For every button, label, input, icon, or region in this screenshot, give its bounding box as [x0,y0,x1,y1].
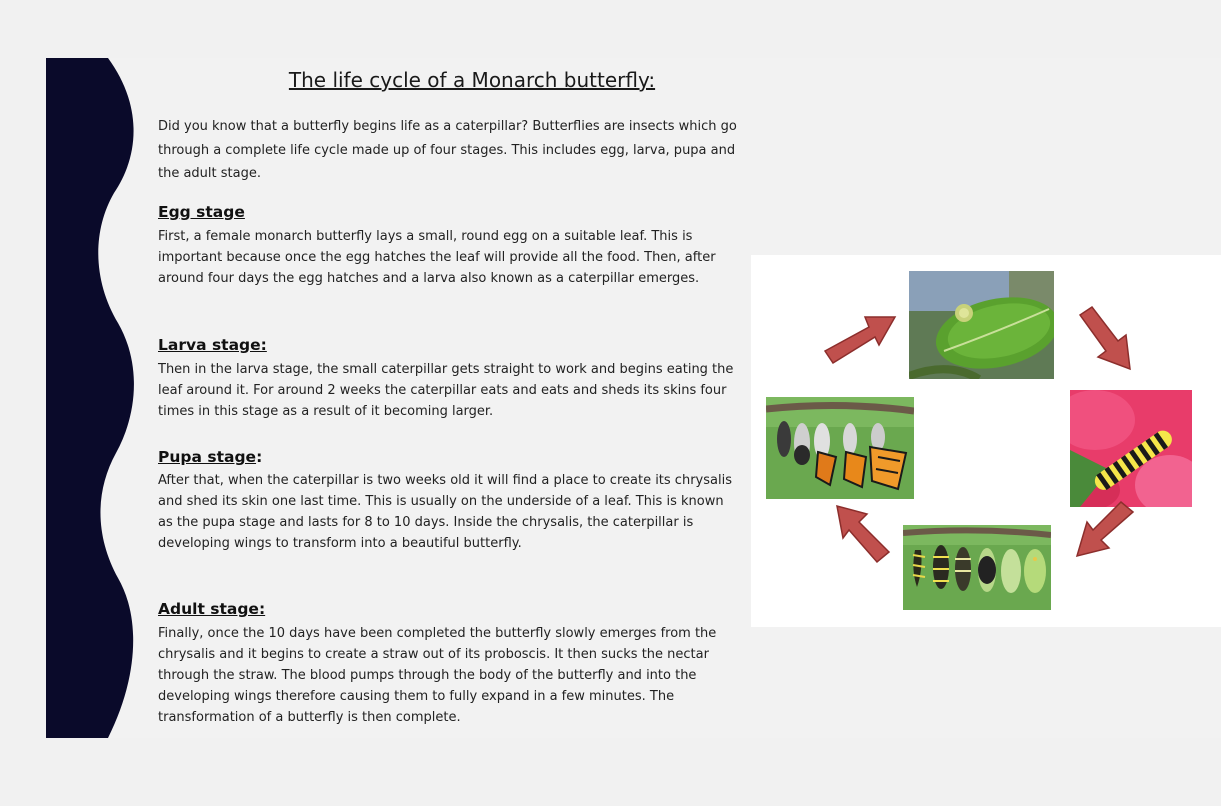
arrow-icon [833,500,895,564]
arrow-icon [823,307,901,365]
chrysalis-row-photo [903,525,1051,610]
pupa-stage-heading: Pupa stage: [158,448,263,466]
larva-stage-heading: Larva stage: [158,336,267,354]
butterflies-emerging-photo [766,397,914,499]
adult-stage-text: Finally, once the 10 days have been completed the butterfly slowly emerges from the chrysalis and it begins to create a straw out of its proboscis. It then sucks the nectar through the straw. The blood pumps through the body of the butterfly and into the developing wings therefore causing them to fully expand in a few minutes. The transformation of a butterfly is then complete. [158,626,717,725]
egg-stage-text: First, a female monarch butterfly lays a small, round egg on a suitable leaf. This is important because once the egg hatches the leaf will provide all the food. Then, after around four days the egg hatches and a larva also known as a caterpillar emerges. [158,229,716,286]
life-cycle-diagram [751,255,1221,627]
adult-stage-heading: Adult stage: [158,600,266,618]
arrow-icon [1076,305,1134,373]
arrow-icon [1073,500,1137,562]
page-title: The life cycle of a Monarch butterfly: [288,68,656,92]
slide [46,58,1221,738]
egg-on-leaf-photo [909,271,1054,379]
intro-paragraph: Did you know that a butterfly begins life as a caterpillar? Butterflies are insects which go through a complete life cycle made up of four stages. This includes egg, larva, pupa and the adult stage. [158,119,737,181]
caterpillar-on-flower-photo [1070,390,1192,507]
pupa-stage-text: After that, when the caterpillar is two weeks old it will find a place to create its chrysalis and shed its skin one last time. This is usually on the underside of a leaf. This is known as the pupa stage and lasts for 8 to 10 days. Inside the chrysalis, the caterpillar is developing wings to transform into a beautiful butterfly. [158,473,732,551]
decorative-wave-band [46,58,136,738]
larva-stage-text: Then in the larva stage, the small caterpillar gets straight to work and begins eating the leaf around it. For around 2 weeks the caterpillar eats and eats and sheds its skins four times in this stage as a result of it becoming larger. [158,362,734,419]
egg-stage-heading: Egg stage [158,203,245,221]
